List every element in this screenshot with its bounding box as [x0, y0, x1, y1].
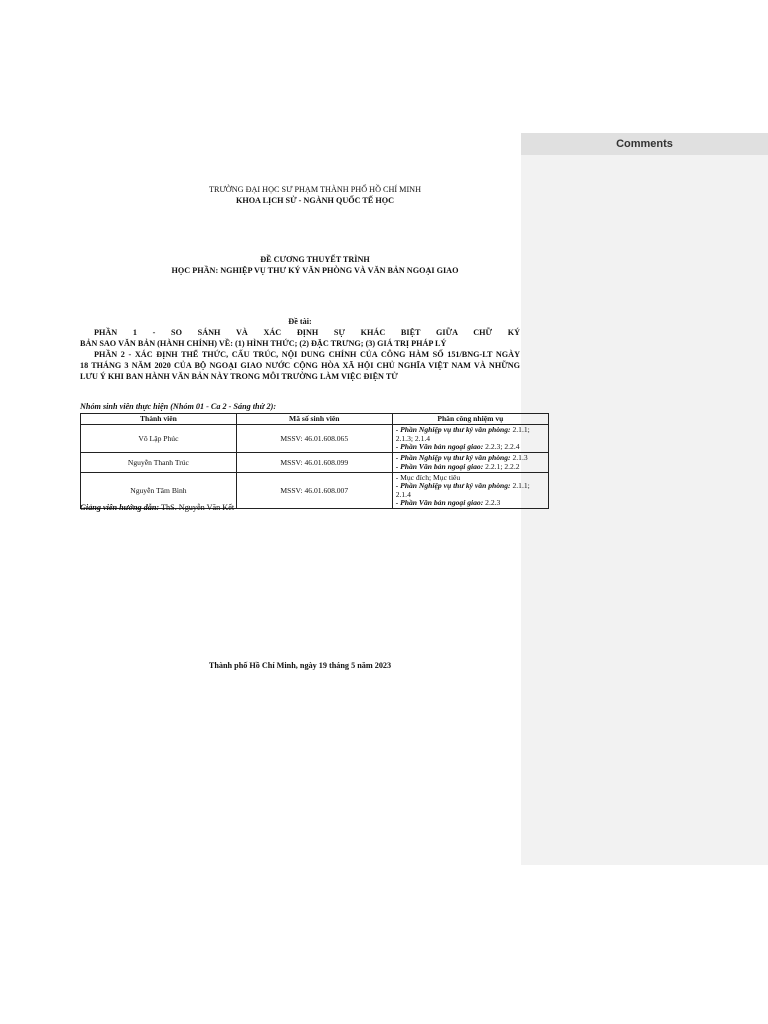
- header-block: [80, 184, 550, 206]
- task-label: - Phần Nghiệp vụ thư ký văn phòng:: [395, 481, 511, 491]
- comments-pane: [521, 133, 768, 865]
- task-line: [396, 463, 545, 471]
- column-header-member: Thành viên: [81, 414, 237, 425]
- task-label: - Phần Văn bản ngoại giao:: [395, 461, 484, 471]
- course-title: HỌC PHẦN: NGHIỆP VỤ THƯ KÝ VĂN PHÒNG VÀ VĂN BẢN NGOẠI GIAO: [171, 266, 459, 275]
- comments-pane-title: Comments: [521, 133, 768, 155]
- task-label: - Phần Nghiệp vụ thư ký văn phòng:: [395, 453, 511, 463]
- column-header-student-id: Mã số sinh viên: [236, 414, 392, 425]
- table-row: [81, 425, 549, 453]
- topic-part2-line3: LƯU Ý KHI BAN HÀNH VĂN BẢN NÀY TRONG MÔI TRƯỜNG LÀM VIỆC ĐIỆN TỬ: [80, 372, 398, 381]
- task-line-extra: - Mục đích; Mục tiêu: [395, 473, 461, 483]
- member-student-id: MSSV: 46.01.608.099: [236, 453, 392, 473]
- task-label: - Phần Nghiệp vụ thư ký văn phòng:: [395, 425, 511, 435]
- topic-part1-line2: BẢN SAO VĂN BẢN (HÀNH CHÍNH) VỀ: (1) HÌNH THỨC; (2) ĐẶC TRƯNG; (3) GIÁ TRỊ PHÁP LÝ: [80, 339, 447, 348]
- task-value: 2.1.1; 2.1.3; 2.1.4: [395, 425, 530, 443]
- task-line: [396, 426, 545, 443]
- task-line: [396, 482, 545, 499]
- document-title: ĐỀ CƯƠNG THUYẾT TRÌNH: [260, 255, 370, 264]
- member-name: Võ Lập Phúc: [81, 425, 237, 453]
- task-label: - Phần Văn bản ngoại giao:: [395, 441, 484, 451]
- advisor-name: ThS. Nguyễn Văn Kết: [159, 503, 235, 512]
- member-student-id: MSSV: 46.01.608.065: [236, 425, 392, 453]
- university-name: TRƯỜNG ĐẠI HỌC SƯ PHẠM THÀNH PHỐ HỒ CHÍ MINH: [208, 185, 422, 194]
- member-student-id: MSSV: 46.01.608.007: [236, 473, 392, 509]
- task-value: 2.1.3: [510, 453, 528, 463]
- task-value: 2.2.3: [483, 498, 501, 508]
- advisor-line: [80, 502, 234, 513]
- member-tasks: [392, 425, 548, 453]
- task-value: 2.2.1; 2.2.2: [483, 461, 520, 471]
- topic-part2-line2: 18 THÁNG 3 NĂM 2020 CỦA BỘ NGOẠI GIAO NƯỚC CỘNG HÒA XÃ HỘI CHỦ NGHĨA VIỆT NAM VÀ NHỮNG: [80, 361, 520, 370]
- task-value: 2.2.3; 2.2.4: [483, 441, 520, 451]
- faculty-name: KHOA LỊCH SỬ - NGÀNH QUỐC TẾ HỌC: [235, 196, 395, 205]
- table-row: [81, 453, 549, 473]
- advisor-label: Giảng viên hướng dẫn:: [80, 503, 160, 512]
- column-header-tasks: Phân công nhiệm vụ: [392, 414, 548, 425]
- place-date: Thành phố Hồ Chí Minh, ngày 19 tháng 5 năm 2023: [208, 661, 392, 670]
- task-line: [396, 443, 545, 451]
- topic-part2-line1: PHẦN 2 - XÁC ĐỊNH THỂ THỨC, CẤU TRÚC, NỘI DUNG CHÍNH CỦA CÔNG HÀM SỐ 151/BNG-LT NGÀY: [94, 350, 520, 359]
- member-tasks: [392, 453, 548, 473]
- member-tasks: [392, 473, 548, 509]
- group-caption: Nhóm sinh viên thực hiện (Nhóm 01 - Ca 2 - Sáng thứ 2):: [80, 402, 277, 411]
- member-name: Nguyễn Tâm Bình: [81, 473, 237, 509]
- task-value: 2.1.1; 2.1.4: [395, 481, 530, 499]
- title-block: [80, 254, 550, 276]
- task-label: - Phần Văn bản ngoại giao:: [395, 498, 484, 508]
- topic-part1-line1: PHẦN 1 - SO SÁNH VÀ XÁC ĐỊNH SỰ KHÁC BIỆT GIỮA CHỮ KÝ: [94, 328, 520, 337]
- member-name: Nguyễn Thanh Trúc: [81, 453, 237, 473]
- topic-label: Đề tài:: [288, 317, 312, 326]
- topic-block: [80, 316, 520, 382]
- members-table: [80, 413, 549, 509]
- task-line: [396, 499, 545, 507]
- table-header-row: [81, 414, 549, 425]
